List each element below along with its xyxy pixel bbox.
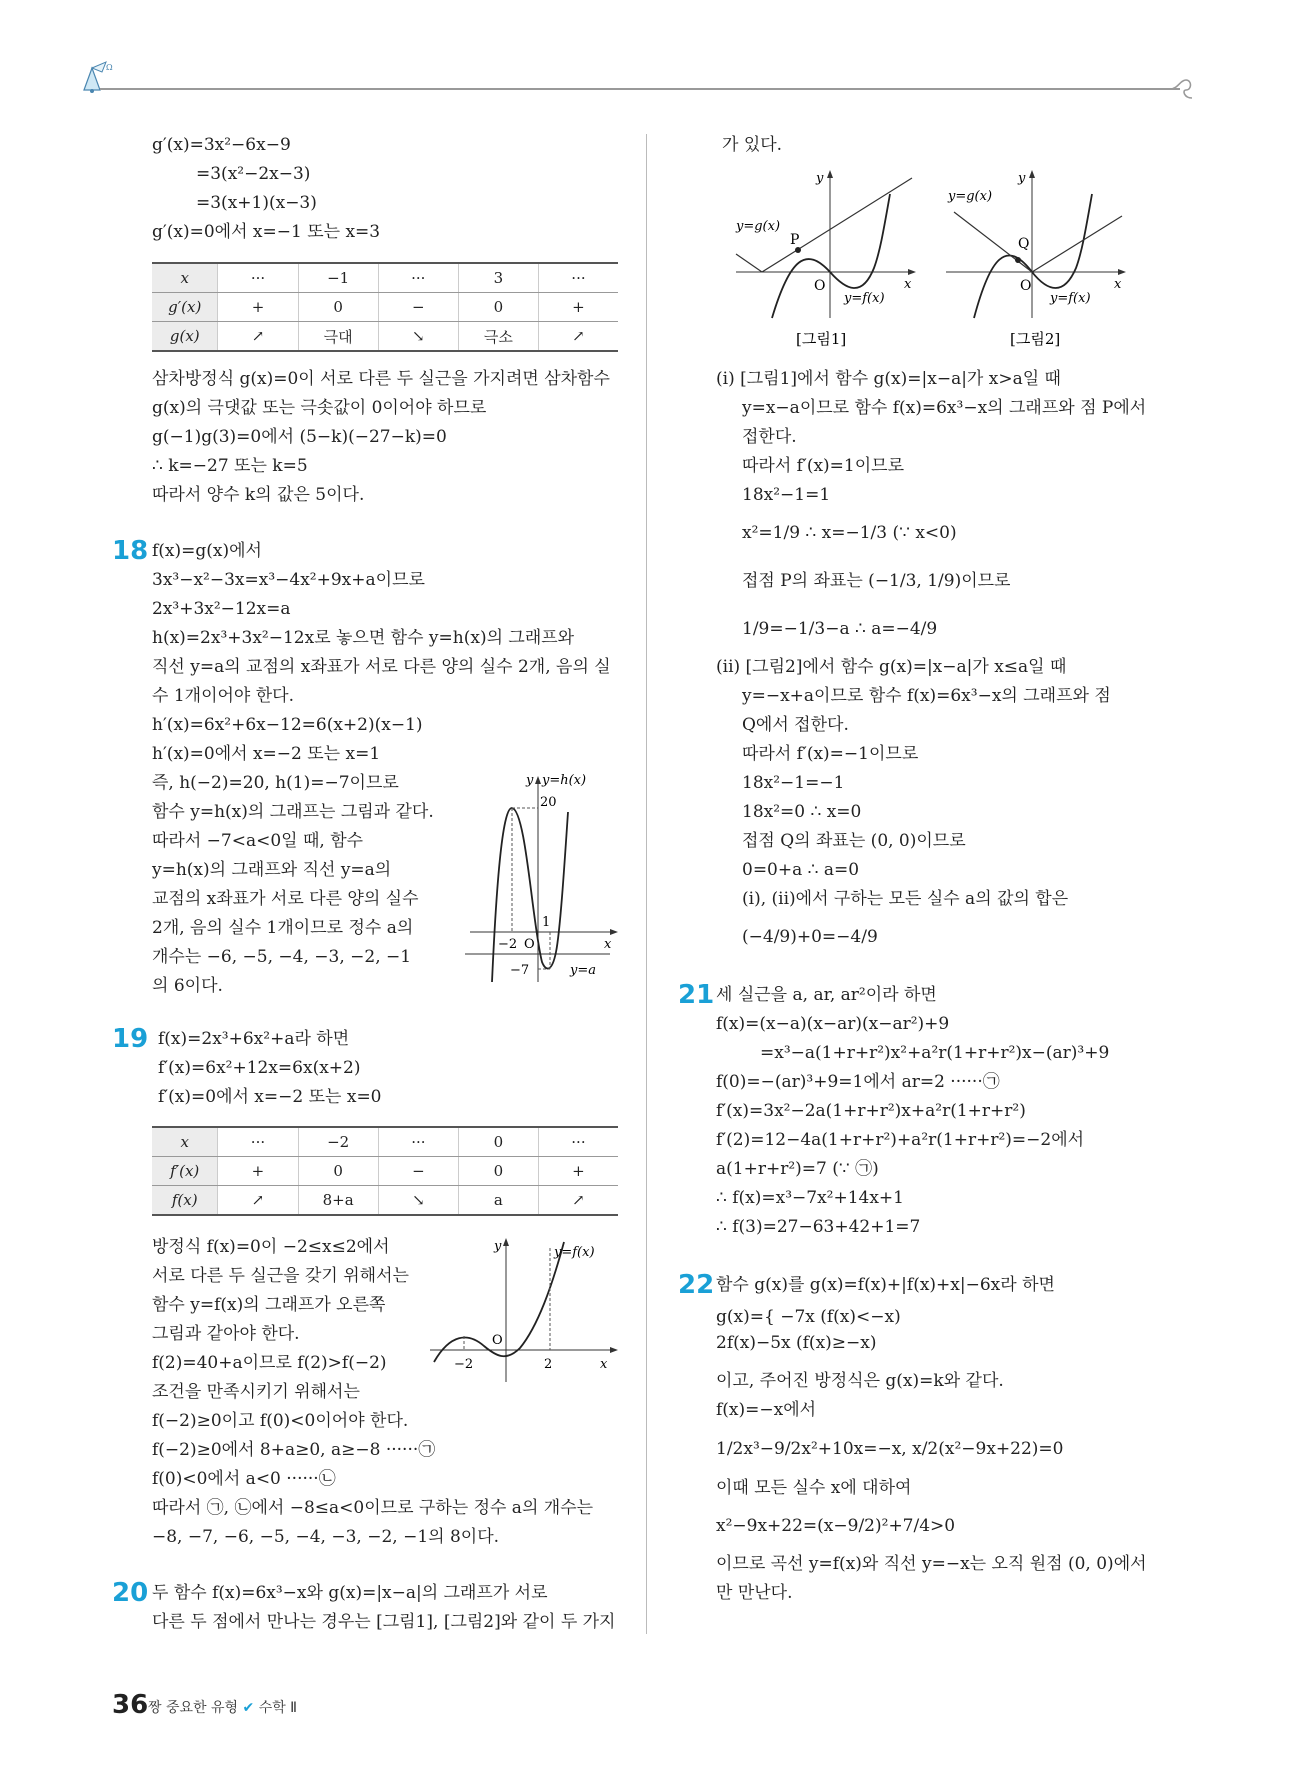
p21-line-5: f′(2)=12−4a(1+r+r²)+a²r(1+r+r²)=−2에서 [716,1130,1085,1150]
graph-f [428,1236,618,1386]
sign-table-g-row [152,322,618,352]
graph-h-20: 20 [540,795,557,810]
p20ii-line-4: 18x²−1=−1 [742,773,845,793]
p20ii-line-9: (−4/9)+0=−4/9 [742,927,878,947]
p20i-line-4: 18x²−1=1 [742,485,831,505]
p22-line-9: 만 만난다. [716,1583,793,1603]
p18-line-10: 따라서 −7<a<0일 때, 함수 [152,831,364,851]
p19b-line-0: 방정식 f(x)=0이 −2≤x≤2에서 [152,1237,390,1257]
p20ii-line-6: 접점 Q의 좌표는 (0, 0)이므로 [742,831,966,851]
p18-line-0: f(x)=g(x)에서 [152,541,262,561]
p20ii-line-2: Q에서 접한다. [742,715,849,735]
p20ii-line-7: 0=0+a ∴ a=0 [742,860,860,880]
p19-line-1: f′(x)=6x²+12x=6x(x+2) [158,1058,361,1078]
p19b-line-9: 따라서 ㉠, ㉡에서 −8≤a<0이므로 구하는 정수 a의 개수는 [152,1498,594,1518]
sign-table-f-cell: ↘ [378,1186,458,1216]
sign-table-g-cell: 극대 [298,322,378,352]
graph-f-origin: O [492,1333,503,1348]
fig2-ylabel: y [1018,171,1026,186]
graph-h [460,772,620,990]
sign-table-f [152,1126,618,1216]
check-mark-icon: ✔ [242,1700,255,1716]
fig1-caption: [그림1] [796,330,847,348]
p22-line-7: x²−9x+22=(x−9/2)²+7/4>0 [716,1516,956,1536]
p20ii-line-5: 18x²=0 ∴ x=0 [742,802,862,822]
p22-line-1: g(x)={ −7x (f(x)<−x) [716,1307,901,1327]
graph-h-aname: y=a [570,963,596,978]
p22-line-0: 함수 g(x)를 g(x)=f(x)+|f(x)+x|−6x라 하면 [716,1275,1055,1295]
book-title: 짱 중요한 유형 [148,1700,239,1716]
graph-h-origin: O [524,937,535,952]
p19-line-0: f(x)=2x³+6x²+a라 하면 [158,1029,350,1049]
problem-number-21: 21 [678,980,715,1010]
p20i-line-1: y=x−a이므로 함수 f(x)=6x³−x의 그래프와 점 P에서 [742,398,1147,418]
sign-table-g-cell: ↗ [538,322,618,352]
problem-number-18: 18 [112,536,149,566]
p22-line-8: 이므로 곡선 y=f(x)와 직선 y=−x는 오직 원점 (0, 0)에서 [716,1554,1147,1574]
sign-table-f-cell: 8+a [298,1186,378,1216]
p17-line-2: =3(x+1)(x−3) [196,193,317,213]
p20-line-1: 다른 두 점에서 만나는 경우는 [그림1], [그림2]와 같이 두 가지 [152,1612,616,1632]
p21-line-1: f(x)=(x−a)(x−ar)(x−ar²)+9 [716,1014,950,1034]
fig1-origin: O [814,278,826,294]
sign-table-f-row [152,1157,618,1186]
winged-bell-icon [76,60,120,99]
p18-line-4: 직선 y=a의 교점의 x좌표가 서로 다른 양의 실수 2개, 음의 실 [152,657,611,677]
p22-line-4: f(x)=−x에서 [716,1400,817,1420]
p22-line-3: 이고, 주어진 방정식은 g(x)=k와 같다. [716,1371,1004,1391]
page-number: 36 [112,1690,149,1720]
svg-text:Ω: Ω [106,63,113,72]
sign-table-f-cell: f(x) [152,1186,218,1216]
sign-table-f-cell: 0 [298,1157,378,1186]
problem-number-22: 22 [678,1270,715,1300]
p19b-line-7: f(−2)≥0에서 8+a≥0, a≥−8 ······㉠ [152,1440,436,1460]
p22-line-5: 1/2x³−9/2x²+10x=−x, x/2(x²−9x+22)=0 [716,1439,1064,1459]
sign-table-g-cell: ··· [378,263,458,293]
p20i-line-0: (i) [그림1]에서 함수 g(x)=|x−a|가 x>a일 때 [716,369,1061,389]
sign-table-g-cell: ··· [218,263,298,293]
ribbon-hook-icon [1168,76,1198,107]
sign-table-f-row [152,1127,618,1157]
p21-line-6: a(1+r+r²)=7 (∵ ㉠) [716,1159,879,1179]
p18-line-13: 2개, 음의 실수 1개이므로 정수 a의 [152,918,414,938]
figure-2 [944,168,1130,354]
header-rule [100,88,1180,90]
sign-table-g-cell: 3 [458,263,538,293]
p18-line-3: h(x)=2x³+3x²−12x로 놓으면 함수 y=h(x)의 그래프와 [152,628,575,648]
p20ii-line-8: (i), (ii)에서 구하는 모든 실수 a의 값의 합은 [742,889,1069,909]
p17b-line-2: g(−1)g(3)=0에서 (5−k)(−27−k)=0 [152,427,447,447]
p19-line-2: f′(x)=0에서 x=−2 또는 x=0 [158,1087,382,1107]
p17b-line-4: 따라서 양수 k의 값은 5이다. [152,485,365,505]
p18-line-5: 수 1개이어야 한다. [152,686,294,706]
sign-table-f-row [152,1186,618,1216]
p20i-line-7: 1/9=−1/3−a ∴ a=−4/9 [742,619,938,639]
sign-table-f-cell: x [152,1127,218,1157]
sign-table-g-cell: − [378,293,458,322]
p20i-line-2: 접한다. [742,427,797,447]
graph-h-1: 1 [542,915,551,930]
sign-table-g-cell: 0 [298,293,378,322]
footer-title [148,1697,297,1717]
p19b-line-3: 그림과 같아야 한다. [152,1324,300,1344]
p20i-line-5: x²=1/9 ∴ x=−1/3 (∵ x<0) [742,523,957,543]
fig2-gname: y=g(x) [948,189,993,204]
fig1-gname: y=g(x) [736,219,781,234]
p20ii-line-3: 따라서 f′(x)=−1이므로 [742,744,919,764]
p20i-line-3: 따라서 f′(x)=1이므로 [742,456,904,476]
sign-table-g-cell: −1 [298,263,378,293]
sign-table-g-cell: ↘ [378,322,458,352]
sign-table-f-cell: 0 [458,1127,538,1157]
graph-f-fname: y=f(x) [554,1245,595,1260]
p21-line-2: =x³−a(1+r+r²)x²+a²r(1+r+r²)x−(ar)³+9 [760,1043,1110,1063]
sign-table-g-cell: + [538,293,618,322]
p18-line-6: h′(x)=6x²+6x−12=6(x+2)(x−1) [152,715,423,735]
fig1-ylabel: y [816,171,824,186]
p17-line-3: g′(x)=0에서 x=−1 또는 x=3 [152,222,381,242]
fig2-caption: [그림2] [1010,330,1061,348]
p18-line-9: 함수 y=h(x)의 그래프는 그림과 같다. [152,802,434,822]
p17-line-0: g′(x)=3x²−6x−9 [152,135,291,155]
p19b-line-4: f(2)=40+a이므로 f(2)>f(−2) [152,1353,387,1373]
graph-h-ylabel: y [526,773,534,788]
fig1-point: P [790,232,800,248]
problem-number-19: 19 [112,1024,149,1054]
sign-table-f-cell: −2 [298,1127,378,1157]
subject-name: 수학 Ⅱ [258,1700,298,1716]
p17b-line-0: 삼차방정식 g(x)=0이 서로 다른 두 실근을 가지려면 삼차함수 [152,369,610,389]
graph-h-m2: −2 [498,937,518,952]
p18-line-8: 즉, h(−2)=20, h(1)=−7이므로 [152,773,399,793]
fig1-fname: y=f(x) [844,291,885,306]
sign-table-g-cell: + [218,293,298,322]
p18-line-11: y=h(x)의 그래프와 직선 y=a의 [152,860,392,880]
p21-line-7: ∴ f(x)=x³−7x²+14x+1 [716,1188,904,1208]
p18-line-15: 의 6이다. [152,976,223,996]
sign-table-f-cell: 0 [458,1157,538,1186]
fig2-xlabel: x [1114,277,1122,292]
p19b-line-8: f(0)<0에서 a<0 ······㉡ [152,1469,336,1489]
sign-table-g-cell: 0 [458,293,538,322]
graph-f-ylabel: y [494,1239,502,1254]
fig2-point: Q [1018,236,1030,252]
p21-line-3: f(0)=−(ar)³+9=1에서 ar=2 ······㉠ [716,1072,1000,1092]
sign-table-g [152,262,618,352]
sign-table-f-cell: + [538,1157,618,1186]
sign-table-f-cell: ··· [378,1127,458,1157]
p21-line-0: 세 실근을 a, ar, ar²이라 하면 [716,985,937,1005]
graph-f-m2: −2 [454,1357,474,1372]
sign-table-f-cell: − [378,1157,458,1186]
graph-h-xlabel: x [604,937,612,952]
sign-table-g-row [152,263,618,293]
p20-continued: 가 있다. [722,135,783,155]
p19b-line-1: 서로 다른 두 실근을 갖기 위해서는 [152,1266,409,1286]
graph-f-2: 2 [544,1357,553,1372]
sign-table-f-cell: a [458,1186,538,1216]
p19b-line-6: f(−2)≥0이고 f(0)<0이어야 한다. [152,1411,409,1431]
p18-line-12: 교점의 x좌표가 서로 다른 양의 실수 [152,889,419,909]
p20ii-line-0: (ii) [그림2]에서 함수 g(x)=|x−a|가 x≤a일 때 [716,657,1067,677]
p17b-line-3: ∴ k=−27 또는 k=5 [152,456,308,476]
sign-table-f-cell: f′(x) [152,1157,218,1186]
sign-table-f-cell: + [218,1157,298,1186]
p17b-line-1: g(x)의 극댓값 또는 극솟값이 0이어야 하므로 [152,398,487,418]
sign-table-f-cell: ↗ [538,1186,618,1216]
p17-line-1: =3(x²−2x−3) [196,164,311,184]
graph-h-m7: −7 [510,963,530,978]
sign-table-g-cell: 극소 [458,322,538,352]
problem-number-20: 20 [112,1578,149,1608]
sign-table-g-cell: g′(x) [152,293,218,322]
p19b-line-10: −8, −7, −6, −5, −4, −3, −2, −1의 8이다. [152,1527,500,1547]
fig1-xlabel: x [904,277,912,292]
p19b-line-2: 함수 y=f(x)의 그래프가 오른쪽 [152,1295,386,1315]
sign-table-f-cell: ··· [218,1127,298,1157]
p18-line-2: 2x³+3x²−12x=a [152,599,291,619]
fig2-fname: y=f(x) [1050,291,1091,306]
column-divider [646,134,647,1634]
graph-h-fname: y=h(x) [542,773,587,788]
p20-line-0: 두 함수 f(x)=6x³−x와 g(x)=|x−a|의 그래프가 서로 [152,1583,548,1603]
sign-table-g-cell: ··· [538,263,618,293]
graph-f-xlabel: x [600,1357,608,1372]
p18-line-14: 개수는 −6, −5, −4, −3, −2, −1 [152,947,412,967]
p19b-line-5: 조건을 만족시키기 위해서는 [152,1382,360,1402]
figure-1 [734,168,920,354]
fig2-origin: O [1020,278,1032,294]
p21-line-4: f′(x)=3x²−2a(1+r+r²)x+a²r(1+r+r²) [716,1101,1026,1121]
sign-table-g-cell: x [152,263,218,293]
p21-line-8: ∴ f(3)=27−63+42+1=7 [716,1217,921,1237]
sign-table-f-cell: ↗ [218,1186,298,1216]
sign-table-g-cell: g(x) [152,322,218,352]
p22-line-6: 이때 모든 실수 x에 대하여 [716,1478,912,1498]
p20i-line-6: 접점 P의 좌표는 (−1/3, 1/9)이므로 [742,571,1011,591]
p18-line-7: h′(x)=0에서 x=−2 또는 x=1 [152,744,381,764]
sign-table-g-cell: ↗ [218,322,298,352]
p18-line-1: 3x³−x²−3x=x³−4x²+9x+a이므로 [152,570,425,590]
p22-line-2: 2f(x)−5x (f(x)≥−x) [716,1333,877,1353]
p20ii-line-1: y=−x+a이므로 함수 f(x)=6x³−x의 그래프와 점 [742,686,1111,706]
sign-table-f-cell: ··· [538,1127,618,1157]
sign-table-g-row [152,293,618,322]
